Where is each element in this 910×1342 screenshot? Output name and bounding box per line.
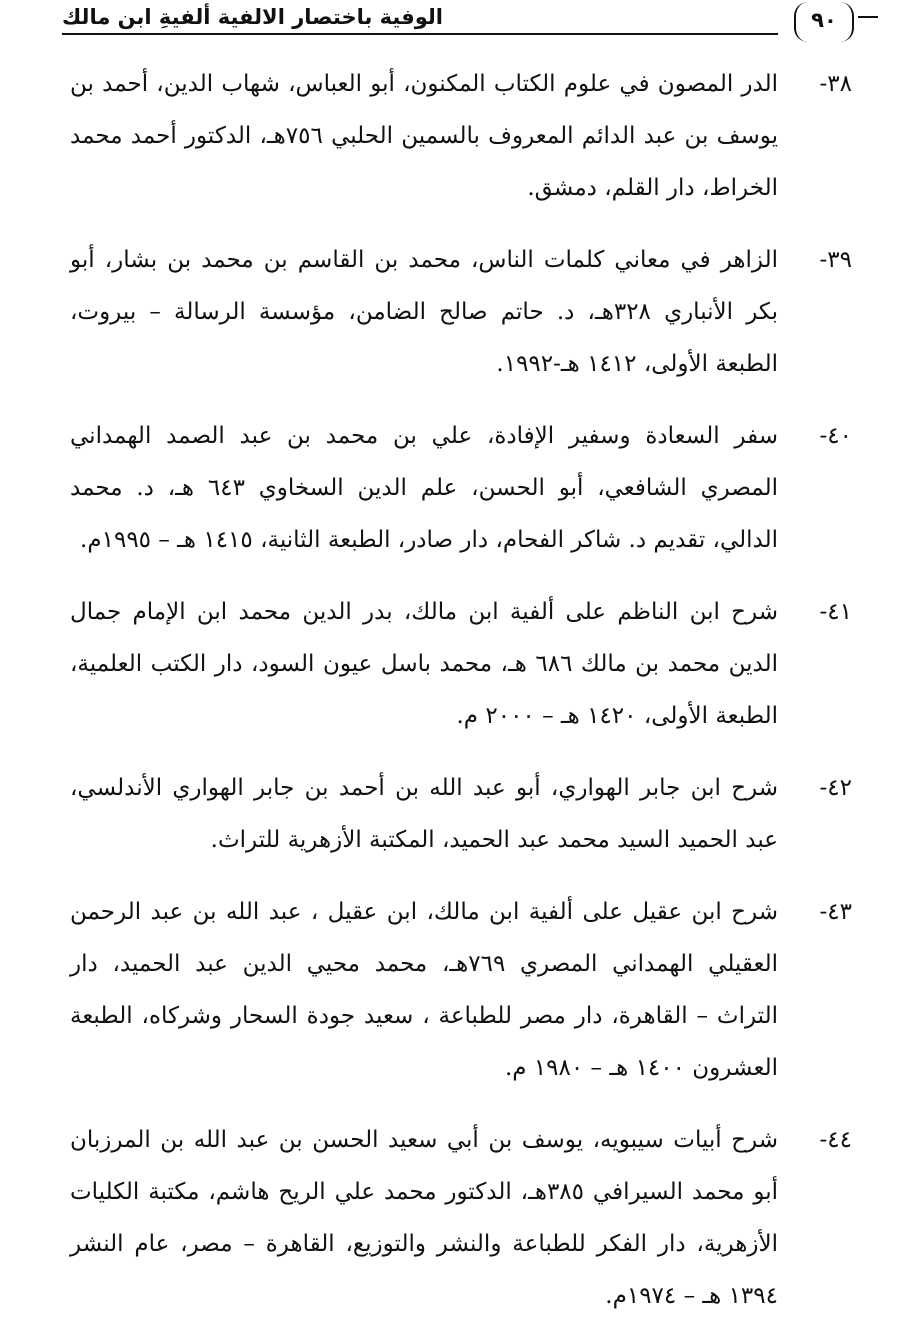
entry-text: الدر المصون في علوم الكتاب المكنون، أبو العباس، شهاب الدين، أحمد بن يوسف بن عبد الدائم المعروف بالسمين الحلبي ٧٥٦هـ، الدكتور أحمد محمد الخراط، دار القلم، دمشق. bbox=[70, 71, 778, 201]
bibliography-entry bbox=[70, 762, 852, 866]
bibliography-entry bbox=[70, 586, 852, 742]
bibliography-entry bbox=[70, 410, 852, 566]
entry-number: ٤٣- bbox=[819, 899, 852, 925]
entry-text: الزاهر في معاني كلمات الناس، محمد بن القاسم بن محمد بن بشار، أبو بكر الأنباري ٣٢٨هـ، د. حاتم صالح الضامن، مؤسسة الرسالة – بيروت، الطبعة الأولى، ١٤١٢ هـ-١٩٩٢. bbox=[70, 247, 778, 377]
page-number: ٩٠ bbox=[794, 2, 854, 42]
entry-number: ٤٤- bbox=[819, 1127, 852, 1153]
entry-text: شرح أبيات سيبويه، يوسف بن أبي سعيد الحسن بن عبد الله بن المرزبان أبو محمد السيرافي ٣٨٥هـ، الدكتور محمد علي الريح هاشم، مكتبة الكليات الأزهرية، دار الفكر للطباعة والنشر والتوزيع، القاهرة – مصر، عام النشر ١٣٩٤ هـ – ١٩٧٤م. bbox=[70, 1127, 778, 1309]
entry-number: ٣٨- bbox=[819, 71, 852, 97]
bibliography-entry bbox=[70, 234, 852, 390]
entry-number: ٤٢- bbox=[819, 775, 852, 801]
entry-number: ٣٩- bbox=[819, 247, 852, 273]
header-rule-right bbox=[858, 16, 878, 18]
bibliography-list bbox=[70, 58, 852, 1342]
header-rule bbox=[62, 33, 778, 35]
entry-text: شرح ابن جابر الهواري، أبو عبد الله بن أحمد بن جابر الهواري الأندلسي، عبد الحميد السيد محمد عبد الحميد، المكتبة الأزهرية للتراث. bbox=[70, 775, 778, 853]
entry-text: شرح ابن الناظم على ألفية ابن مالك، بدر الدين محمد ابن الإمام جمال الدين محمد بن مالك ٦٨٦ هـ، محمد باسل عيون السود، دار الكتب العلمية، الطبعة الأولى، ١٤٢٠ هـ – ٢٠٠٠ م. bbox=[70, 599, 778, 729]
bibliography-entry bbox=[70, 886, 852, 1094]
entry-text: شرح ابن عقيل على ألفية ابن مالك، ابن عقيل ، عبد الله بن عبد الرحمن العقيلي الهمداني المصري ٧٦٩هـ، محمد محيي الدين عبد الحميد، دار التراث – القاهرة، دار مصر للطباعة ، سعيد جودة السحار وشركاه، الطبعة العشرون ١٤٠٠ هـ – ١٩٨٠ م. bbox=[70, 899, 779, 1081]
entry-text: سفر السعادة وسفير الإفادة، علي بن محمد بن عبد الصمد الهمداني المصري الشافعي، أبو الحسن، علم الدين السخاوي ٦٤٣ هـ، د. محمد الدالي، تقديم د. شاكر الفحام، دار صادر، الطبعة الثانية، ١٤١٥ هـ – ١٩٩٥م. bbox=[70, 423, 778, 553]
entry-number: ٤٠- bbox=[819, 423, 852, 449]
bibliography-entry bbox=[70, 1114, 852, 1322]
bibliography-entry bbox=[70, 58, 852, 214]
entry-number: ٤١- bbox=[819, 599, 852, 625]
running-title: الوفية باختصار الالفية ألفيةِ ابن مالك bbox=[62, 5, 443, 29]
page-header bbox=[62, 0, 842, 46]
